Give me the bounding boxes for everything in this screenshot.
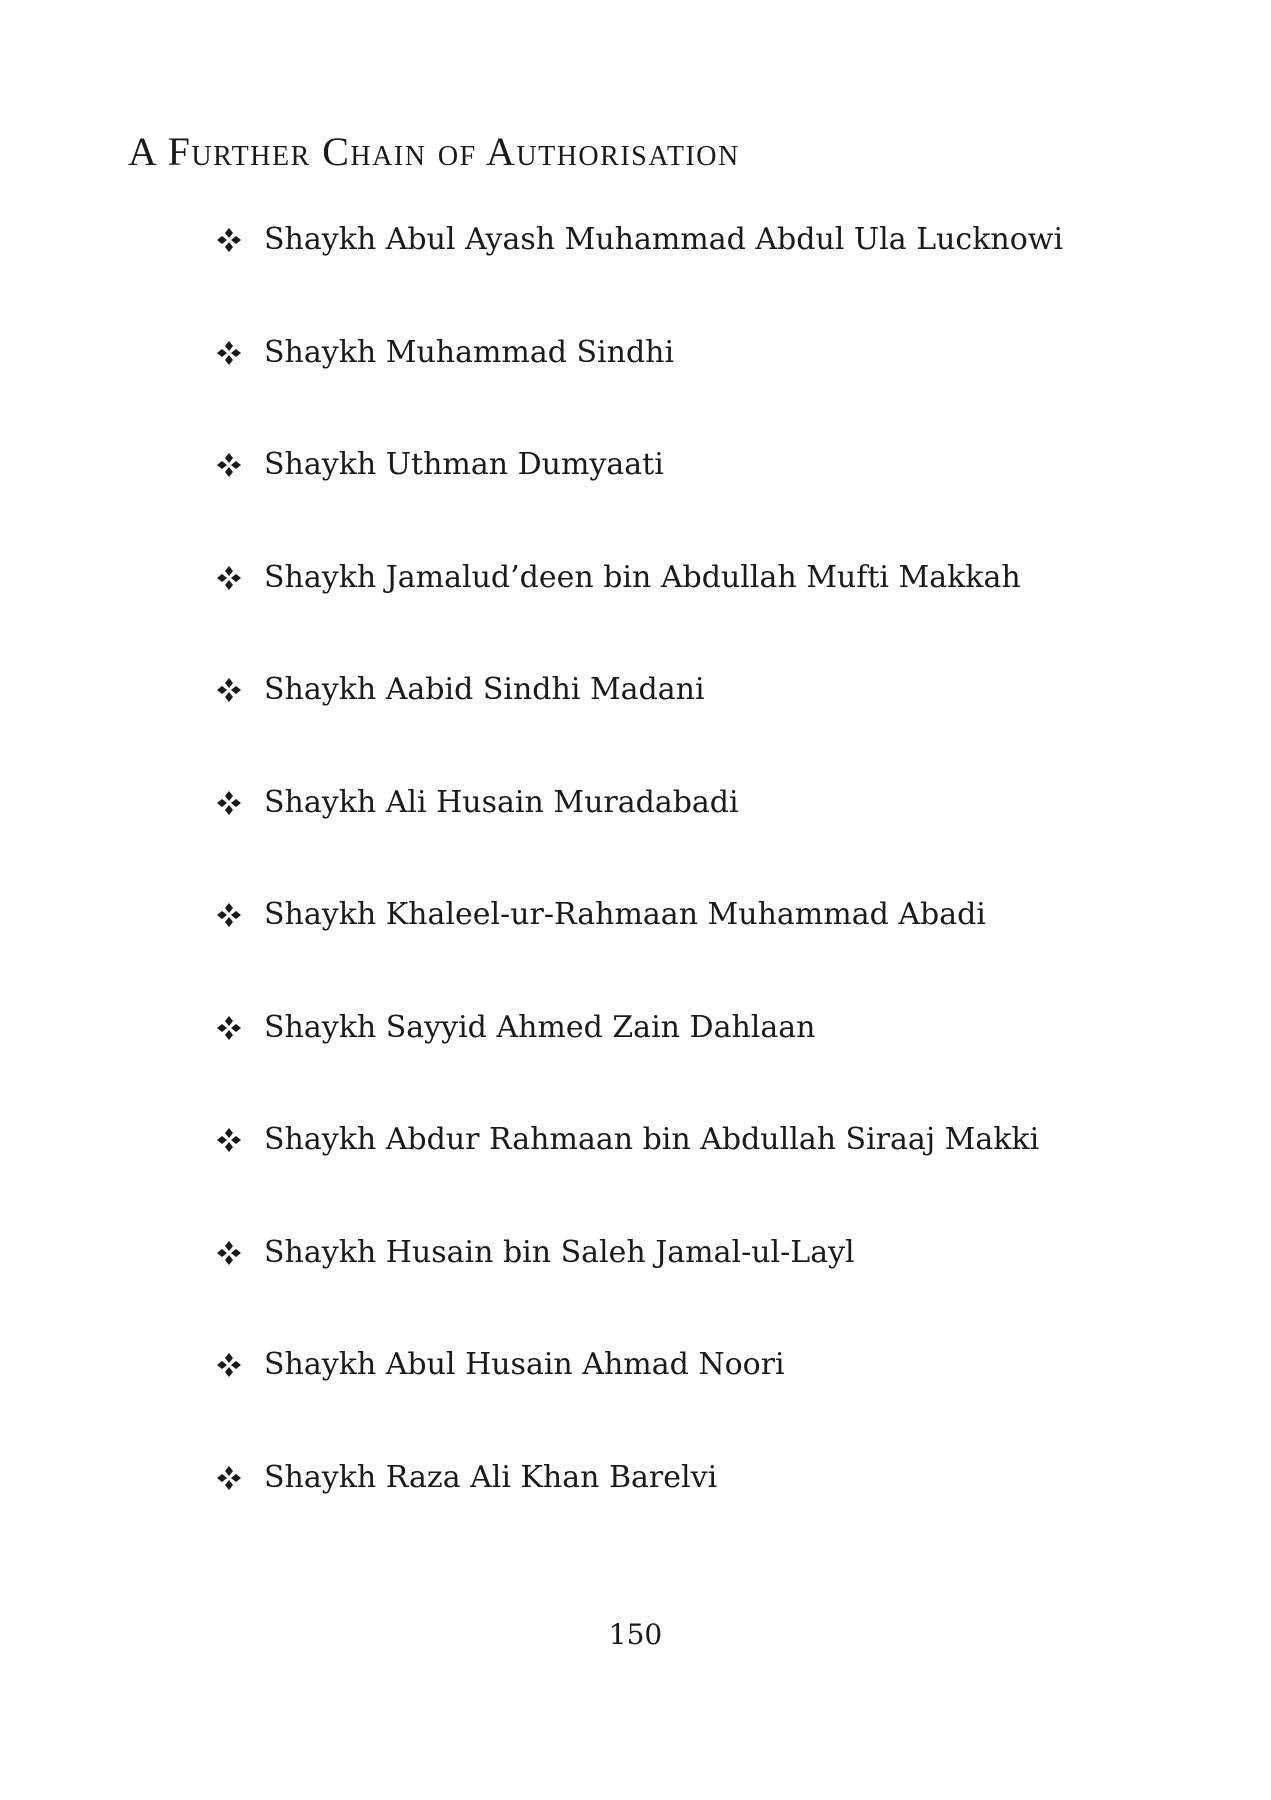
four-diamond-ornament-icon bbox=[216, 1237, 242, 1269]
chain-list-item bbox=[216, 335, 1063, 448]
authorisation-chain-list bbox=[216, 222, 1063, 1572]
four-diamond-ornament-icon bbox=[216, 224, 242, 256]
chain-list-item bbox=[216, 1347, 1063, 1460]
four-diamond-ornament-icon bbox=[216, 899, 242, 931]
four-diamond-ornament-icon bbox=[216, 787, 242, 819]
chain-list-item bbox=[216, 447, 1063, 560]
page-number: 150 bbox=[608, 1618, 663, 1651]
chain-list-item bbox=[216, 672, 1063, 785]
chain-item-name: Shaykh Muhammad Sindhi bbox=[264, 334, 675, 370]
chain-list-item bbox=[216, 897, 1063, 1010]
chain-item-name: Shaykh Uthman Dumyaati bbox=[264, 447, 664, 482]
four-diamond-ornament-icon bbox=[216, 337, 242, 369]
chain-item-name: Shaykh Abul Ayash Muhammad Abdul Ula Lucknowi bbox=[264, 222, 1064, 257]
four-diamond-ornament-icon bbox=[216, 1349, 242, 1381]
chain-list-item bbox=[216, 1460, 1063, 1573]
chain-item-name: Shaykh Ali Husain Muradabadi bbox=[264, 784, 739, 820]
four-diamond-ornament-icon bbox=[216, 1462, 242, 1494]
chain-item-name: Shaykh Raza Ali Khan Barelvi bbox=[264, 1459, 718, 1495]
four-diamond-ornament-icon bbox=[216, 449, 242, 481]
four-diamond-ornament-icon bbox=[216, 1012, 242, 1044]
chain-list-item bbox=[216, 222, 1063, 335]
chain-list-item bbox=[216, 560, 1063, 673]
chain-item-name: Shaykh Khaleel-ur-Rahmaan Muhammad Abadi bbox=[264, 897, 986, 932]
four-diamond-ornament-icon bbox=[216, 674, 242, 706]
chain-list-item bbox=[216, 785, 1063, 898]
section-heading: A Further Chain of Authorisation bbox=[128, 129, 740, 174]
chain-item-name: Shaykh Aabid Sindhi Madani bbox=[264, 672, 705, 707]
four-diamond-ornament-icon bbox=[216, 562, 242, 594]
chain-item-name: Shaykh Abdur Rahmaan bin Abdullah Siraaj Makki bbox=[264, 1122, 1040, 1157]
four-diamond-ornament-icon bbox=[216, 1124, 242, 1156]
chain-list-item bbox=[216, 1122, 1063, 1235]
chain-item-name: Shaykh Jamalud’deen bin Abdullah Mufti Makkah bbox=[264, 559, 1021, 595]
chain-item-name: Shaykh Abul Husain Ahmad Noori bbox=[264, 1347, 785, 1382]
chain-item-name: Shaykh Sayyid Ahmed Zain Dahlaan bbox=[264, 1009, 816, 1045]
chain-item-name: Shaykh Husain bin Saleh Jamal-ul-Layl bbox=[264, 1234, 855, 1270]
chain-list-item bbox=[216, 1235, 1063, 1348]
chain-list-item bbox=[216, 1010, 1063, 1123]
